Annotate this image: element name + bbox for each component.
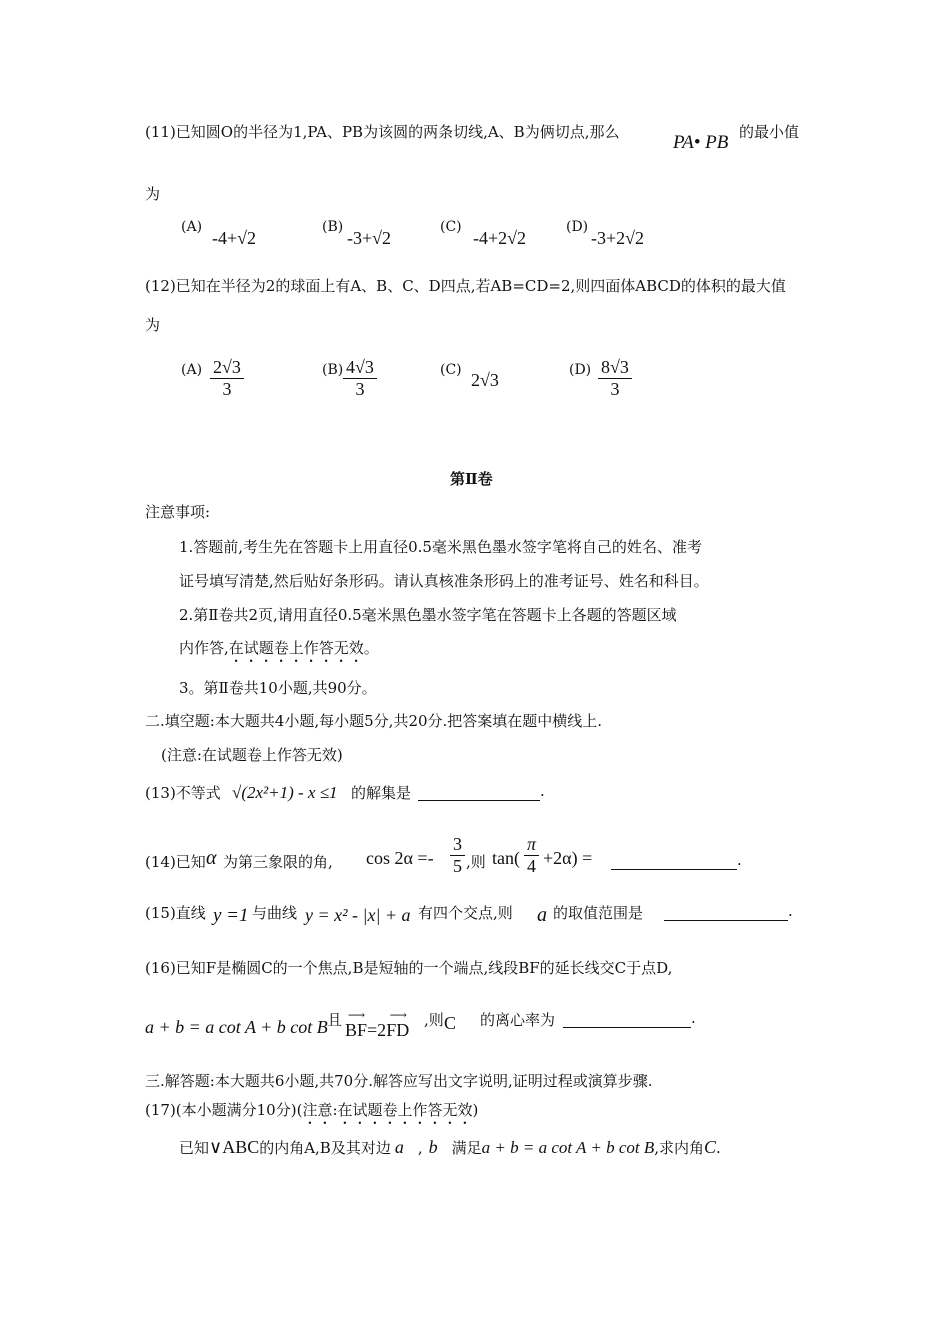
q15-end: .: [788, 902, 793, 920]
q17-ask: ,求内角: [654, 1139, 705, 1157]
q14-mid: 为第三象限的角,: [223, 853, 333, 871]
q12-cont: 为: [145, 316, 161, 334]
q16-vec2: FD: [386, 1020, 410, 1040]
q11-tail: 的最小值: [739, 123, 800, 141]
q12-option-c-label: (C): [440, 362, 462, 378]
q11-option-d: -3+2√2: [591, 228, 645, 248]
q16-vector-eq: [345, 1008, 410, 1041]
q11-stem: (11)已知圆O的半径为1,PA、PB为该圆的两条切线,A、B为俩切点,那么: [145, 123, 620, 141]
q17-end: ): [472, 1101, 479, 1119]
q15-mid1: 与曲线: [252, 904, 298, 922]
q11-option-a: -4+√2: [212, 228, 257, 248]
vector-arrow-icon: ⟶: [389, 1008, 406, 1022]
section2-title: 第Ⅱ卷: [450, 470, 493, 488]
q13-pre: (13)不等式: [145, 784, 221, 802]
q16-expr: a + b = a cot A + b cot B: [145, 1017, 328, 1037]
q11-expr: PA• PB: [673, 132, 729, 153]
q17-body: [179, 1137, 721, 1158]
q14-pi-frac: [524, 834, 539, 876]
q15-a: a: [537, 904, 547, 926]
q17-a: a: [394, 1137, 404, 1157]
q12-option-a-den: 3: [222, 378, 232, 399]
q14-four: 4: [527, 855, 537, 876]
q17-period: .: [716, 1139, 721, 1157]
q15-curve: y = x² - |x| + a: [305, 905, 411, 925]
q14-tan: tan(: [492, 848, 520, 868]
q15-post: 的取值范围是: [553, 904, 644, 922]
q14-num: 3: [450, 834, 465, 856]
part2-heading: 二.填空题:本大题共4小题,每小题5分,共20分.把答案填在题中横线上.: [145, 712, 603, 730]
q14-cos: cos 2α =-: [366, 848, 434, 868]
notice-2a: 2.第Ⅱ卷共2页,请用直径0.5毫米黑色墨水签字笔在答题卡上各题的答题区域: [179, 606, 677, 624]
q11-option-b-label: (B): [322, 219, 344, 235]
q13-expr: √(2x²+1) - x ≤1: [232, 783, 338, 802]
notice-2b-pre: 内作答,: [179, 639, 229, 657]
q12-option-d: [598, 357, 632, 399]
q15-answer-line: [664, 902, 793, 921]
q17-triangle: ∨ABC: [209, 1137, 260, 1157]
q12-option-d-num: 8√3: [598, 357, 632, 379]
q16-eq: =2: [367, 1020, 387, 1040]
notice-1b: 证号填写清楚,然后贴好条形码。请认真核准条形码上的准考证号、姓名和科目。: [179, 572, 709, 590]
q11-option-a-label: (A): [181, 219, 203, 235]
q17-b: b: [428, 1137, 438, 1157]
q11-option-b: -3+√2: [347, 228, 392, 248]
q17-pre: (17)(本小题满分10分)(: [145, 1101, 303, 1119]
q15-pre: (15)直线: [145, 904, 206, 922]
q13-end: .: [540, 782, 545, 800]
q15-mid2: 有四个交点,则: [418, 904, 513, 922]
q12-option-d-label: (D): [569, 362, 592, 378]
q11-option-c-label: (C): [440, 219, 462, 235]
q12-option-b-label: (B): [322, 362, 344, 378]
q17-body-mid: 的内角A,B及其对边: [259, 1139, 391, 1157]
q16-line1: (16)已知F是椭圆C的一个焦点,B是短轴的一个端点,线段BF的延长线交C于点D,: [145, 959, 673, 977]
q14-den: 5: [453, 855, 462, 876]
q16-and: 且: [327, 1011, 343, 1029]
notice-2b-end: 。: [363, 639, 379, 657]
q11-cont: 为: [145, 185, 161, 203]
part2-note: (注意:在试题卷上作答无效): [161, 746, 343, 764]
q16-vec1: BF: [345, 1020, 368, 1040]
q17-body-pre: 已知: [179, 1139, 210, 1157]
q14-answer-line: [611, 851, 742, 870]
q15-line: y =1: [213, 905, 249, 926]
q12-option-b-num: 4√3: [343, 357, 377, 379]
q17-header: [145, 1099, 478, 1128]
q13-answer-line: [418, 782, 545, 801]
q14-pi: π: [524, 834, 539, 856]
q13-post: 的解集是: [351, 784, 412, 802]
notice-2b-emphasis: 在试题卷上作答无效: [228, 639, 364, 657]
q14-tan-end: +2α) =: [543, 848, 593, 868]
q14-alpha: α: [206, 847, 217, 869]
notice-title: 注意事项:: [145, 503, 211, 521]
q17-C: C: [704, 1137, 717, 1157]
q12-option-d-den: 3: [610, 378, 620, 399]
q16-answer-line: [563, 1009, 696, 1028]
q17-satisfy: 满足: [451, 1139, 482, 1157]
q17-expr: a + b = a cot A + b cot B: [481, 1138, 655, 1157]
q17-comma: ,: [417, 1139, 423, 1157]
part3-heading: 三.解答题:本大题共6小题,共70分.解答应写出文字说明,证明过程或演算步骤.: [145, 1072, 653, 1090]
q16-then: ,则: [424, 1011, 444, 1029]
q11-option-d-label: (D): [566, 219, 589, 235]
q12-option-b-den: 3: [355, 378, 365, 399]
q11-text: [145, 121, 619, 142]
vector-arrow-icon: ⟶: [347, 1008, 365, 1022]
q14-end: .: [737, 851, 742, 869]
notice-1a: 1.答题前,考生先在答题卡上用直径0.5毫米黑色墨水签字笔将自己的姓名、准考: [179, 538, 702, 556]
q12-option-a-label: (A): [181, 362, 203, 378]
q12-option-b: [343, 357, 377, 399]
q17-emphasis: 注意:在试题卷上作答无效: [302, 1101, 473, 1119]
q12-option-a-num: 2√3: [210, 357, 244, 379]
q14-pre: (14)已知: [145, 853, 206, 871]
q16-C: C: [444, 1013, 457, 1033]
q14-then: ,则: [466, 853, 486, 871]
q12-option-c: 2√3: [471, 370, 499, 390]
notice-2b: [179, 637, 379, 666]
q16-post: 的离心率为: [480, 1011, 556, 1029]
notice-3: 3。第Ⅱ卷共10小题,共90分。: [179, 679, 377, 697]
q11-option-c: -4+2√2: [473, 228, 527, 248]
q16-end: .: [691, 1009, 696, 1027]
q12-text: (12)已知在半径为2的球面上有A、B、C、D四点,若AB=CD=2,则四面体ABCD的体积的最大值: [145, 277, 786, 295]
q12-option-a: [210, 357, 244, 399]
q14-frac: [450, 834, 465, 876]
